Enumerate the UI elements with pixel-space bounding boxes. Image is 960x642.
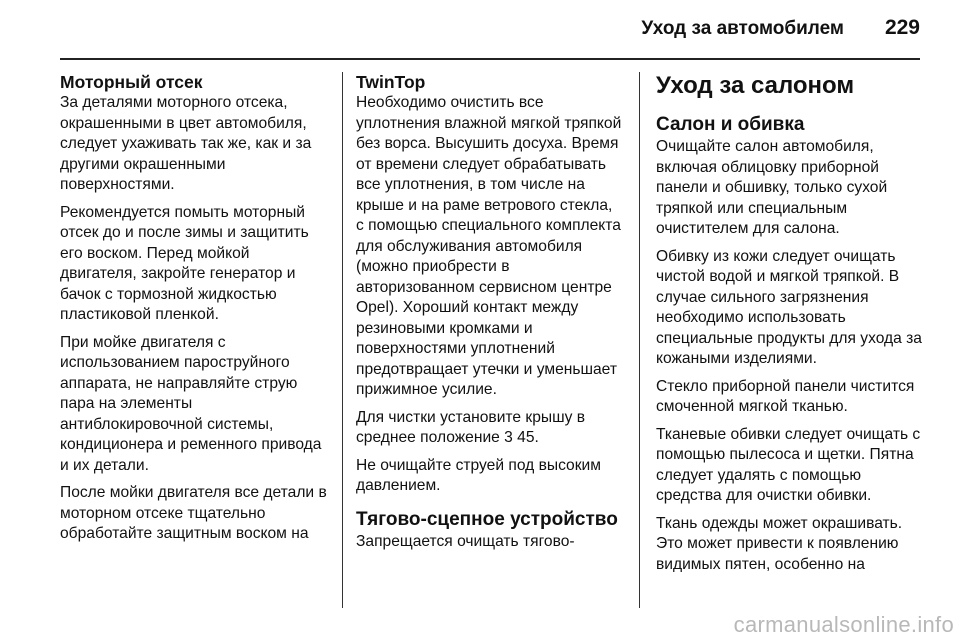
watermark: carmanualsonline.info [733, 612, 954, 637]
column-divider-2 [639, 72, 640, 608]
paragraph: Тканевые обивки следует очищать с помощью пылесоса и щетки. Пятна следует удалять с помощью средства для очистки обивки. [656, 425, 921, 504]
column-interior-care [656, 72, 924, 572]
page-header [0, 14, 960, 50]
column-divider-1 [342, 72, 343, 608]
section-heading-twintop: TwinTop [356, 72, 426, 92]
paragraph: Рекомендуется помыть моторный отсек до и после зимы и защитить его воском. Перед мойкой двигателя, закройте генератор и бачок с тормозной жидкостью пластиковой пленкой. [60, 203, 309, 323]
page-number: 229 [884, 16, 920, 39]
paragraph: Ткань одежды может окрашивать. Это может привести к появлению видимых пятен, особенно на [656, 514, 903, 572]
header-title: Уход за автомобилем [641, 18, 844, 39]
paragraph: После мойки двигателя все детали в моторном отсеке тщательно обработайте защитным воском на [60, 484, 327, 542]
paragraph: Для чистки установите крышу в среднее положение 3 45. [356, 408, 586, 446]
paragraph: Не очищайте струей под высоким давлением. [356, 456, 601, 494]
paragraph: Обивку из кожи следует очищать чистой водой и мягкой тряпкой. В случае сильного загрязнения необходимо использовать специальные продукты для ухода за кожаными изделиями. [656, 247, 922, 367]
paragraph: Необходимо очистить все уплотнения влажной мягкой тряпкой без ворса. Высушить досуха. Время от времени следует обрабатывать все уплотнения, в том числе на крыше и на раме ветрового стекла, с помощью специального комплекта для обслуживания автомобиля (можно приобрести в авторизованном сервисном центре Opel). Хороший контакт между резиновыми кромками и поверхностями уплотнений предотвращает утечки и уменьшает прижимное усилие. [356, 94, 622, 398]
paragraph: Очищайте салон автомобиля, включая облицовку приборной панели и обшивку, только сухой тряпкой или специальным очистителем для салона. [656, 138, 888, 237]
paragraph: За деталями моторного отсека, окрашенными в цвет автомобиля, следует ухаживать так же, как и за другими окрашенными поверхностями. [60, 94, 312, 193]
header-divider [60, 58, 920, 60]
paragraph: Запрещается очищать тягово- [356, 532, 575, 550]
column-engine-bay [60, 72, 328, 542]
section-heading-tow-hitch: Тягово-сцепное устройство [356, 508, 618, 530]
paragraph: Стекло приборной панели чистится смоченной мягкой тканью. [656, 377, 915, 415]
paragraph: При мойке двигателя с использованием пароструйного аппарата, не направляйте струю пара на элементы антиблокировочной системы, кондиционера и ременного привода и их детали. [60, 333, 322, 474]
column-twintop [356, 72, 624, 552]
chapter-title-interior-care: Уход за салоном [656, 72, 855, 99]
section-heading-engine-bay: Моторный отсек [60, 72, 203, 92]
section-heading-upholstery: Салон и обивка [656, 114, 805, 135]
